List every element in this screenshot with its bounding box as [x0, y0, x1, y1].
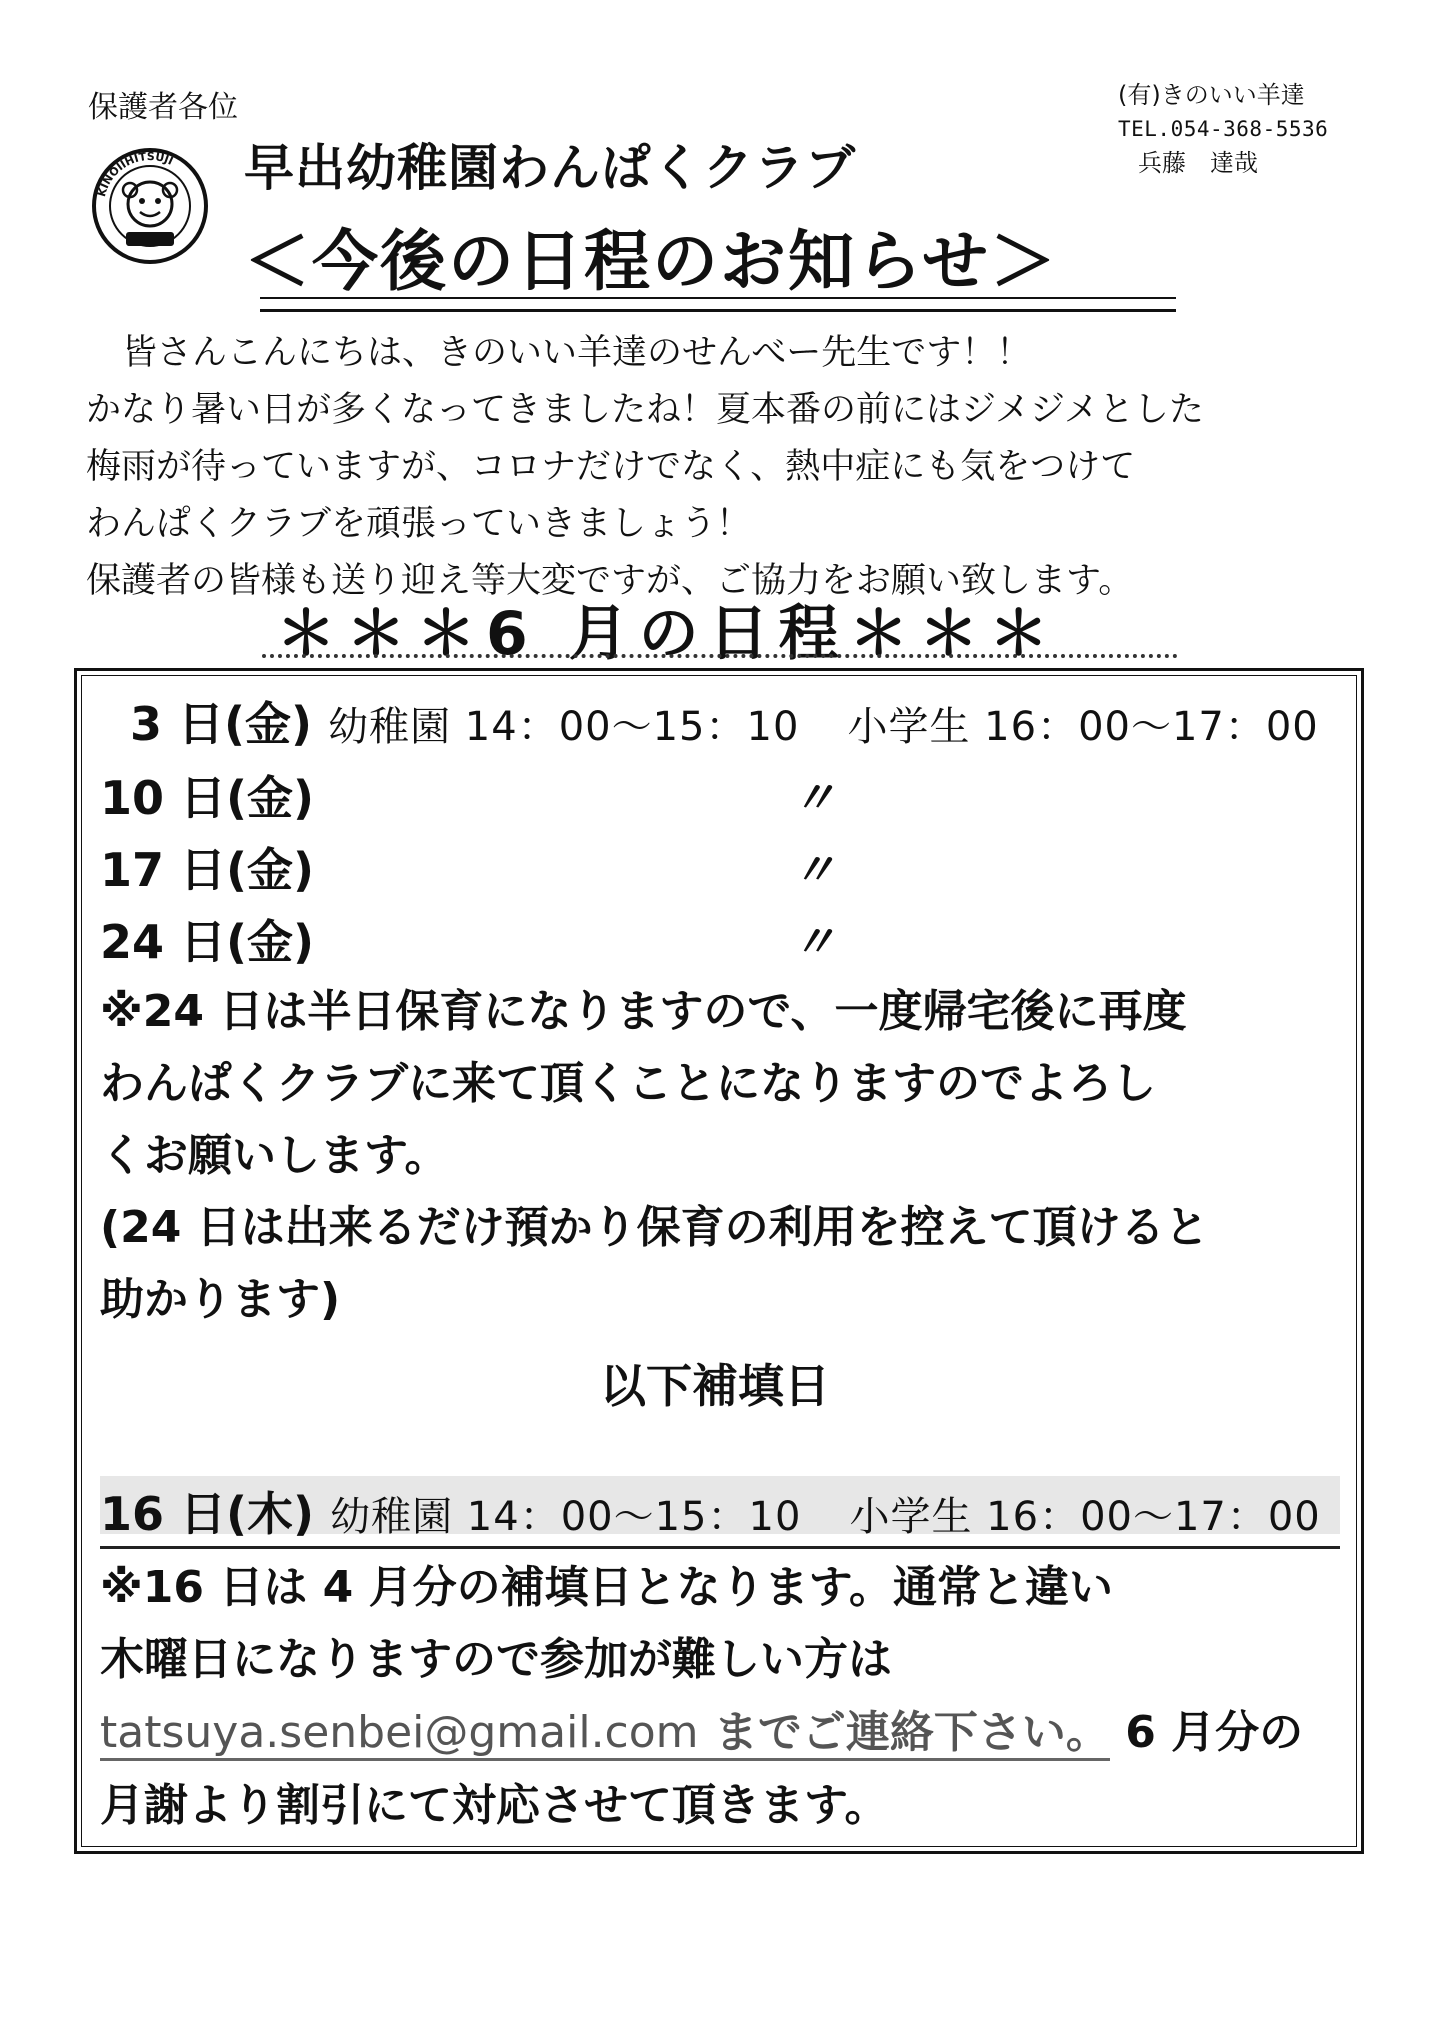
- title-double-underline: [260, 297, 1176, 312]
- note-line: 助かります): [100, 1274, 341, 1325]
- note-line: ※24 日は半日保育になりますので、一度帰宅後に再度: [100, 986, 1187, 1037]
- elementary-time: 小学生 16：00〜17：00: [847, 704, 1319, 750]
- addressee: 保護者各位: [88, 90, 238, 125]
- note-line: ※16 日は 4 月分の補填日となります。通常と違い: [100, 1562, 1114, 1613]
- note-16-paragraph: [100, 1552, 1350, 1696]
- makeup-schedule-row: [100, 1478, 1340, 1549]
- note-24-paragraph: [100, 976, 1350, 1336]
- note-line: くお願いします。: [100, 1130, 449, 1181]
- june-schedule-heading: ＊＊＊6 月の日程＊＊＊: [276, 599, 1059, 669]
- intro-line: わんぱくクラブを頑張っていきましょう！: [86, 504, 752, 544]
- intro-line: かなり暑い日が多くなってきましたね！夏本番の前にはジメジメとした: [86, 390, 1204, 430]
- schedule-row: [100, 762, 314, 828]
- note-line: (24 日は出来るだけ預かり保育の利用を控えて頂けると: [100, 1202, 1209, 1253]
- ditto-mark: 〃: [792, 845, 836, 896]
- discount-note: 月謝より割引にて対応させて頂きます。: [100, 1780, 889, 1831]
- contact-instruction: までご連絡下さい。: [698, 1707, 1110, 1758]
- company-logo: [90, 146, 210, 266]
- schedule-date: 17 日: [100, 843, 227, 897]
- heading-dotted-underline: [262, 654, 1178, 658]
- kindergarten-time: 幼稚園 14：00〜15：10: [330, 1494, 802, 1540]
- schedule-weekday: (木): [226, 1487, 315, 1541]
- company-tel: TEL.054-368-5536: [1118, 117, 1329, 141]
- schedule-weekday: (金): [226, 915, 315, 969]
- schedule-weekday: (金): [226, 771, 315, 825]
- note-line: 6 月分の: [1125, 1707, 1304, 1758]
- intro-line: 皆さんこんにちは、きのいい羊達のせんべー先生です！！: [122, 333, 1032, 373]
- contact-line: [100, 1696, 1303, 1760]
- schedule-date: 10 日: [100, 771, 227, 825]
- company-name: (有)きのいい羊達: [1118, 81, 1305, 109]
- contact-email-link[interactable]: tatsuya.senbei@gmail.com: [100, 1707, 699, 1758]
- intro-line: 梅雨が待っていますが、コロナだけでなく、熱中症にも気をつけて: [86, 447, 1136, 487]
- schedule-row: [100, 834, 314, 900]
- schedule-row: [100, 906, 314, 972]
- schedule-weekday: (金): [226, 843, 315, 897]
- ditto-mark: 〃: [792, 773, 836, 824]
- intro-line: 保護者の皆様も送り迎え等大変ですが、ご協力をお願い致します。: [86, 561, 1134, 601]
- schedule-date: 16 日: [100, 1487, 227, 1541]
- kindergarten-time: 幼稚園 14：00〜15：10: [328, 704, 800, 750]
- note-line: わんぱくクラブに来て頂くことになりますのでよろし: [100, 1058, 1156, 1109]
- intro-paragraph: [86, 325, 1386, 610]
- ditto-mark: 〃: [792, 917, 836, 968]
- makeup-days-heading: 以下補填日: [600, 1359, 830, 1413]
- note-line: 木曜日になりますので参加が難しい方は: [100, 1634, 892, 1685]
- elementary-time: 小学生 16：00〜17：00: [849, 1494, 1321, 1540]
- club-title: 早出幼稚園わんぱくクラブ: [244, 139, 856, 197]
- notice-title: ＜今後の日程のお知らせ＞: [244, 223, 1059, 300]
- schedule-date: 3 日: [130, 697, 225, 751]
- svg-text:KINOIIHITSUJI: KINOIIHITSUJI: [95, 149, 176, 199]
- contact-person: 兵藤 達哉: [1138, 149, 1258, 177]
- company-info: [1118, 78, 1328, 180]
- schedule-row: [130, 688, 1319, 754]
- schedule-date: 24 日: [100, 915, 227, 969]
- schedule-weekday: (金): [224, 697, 313, 751]
